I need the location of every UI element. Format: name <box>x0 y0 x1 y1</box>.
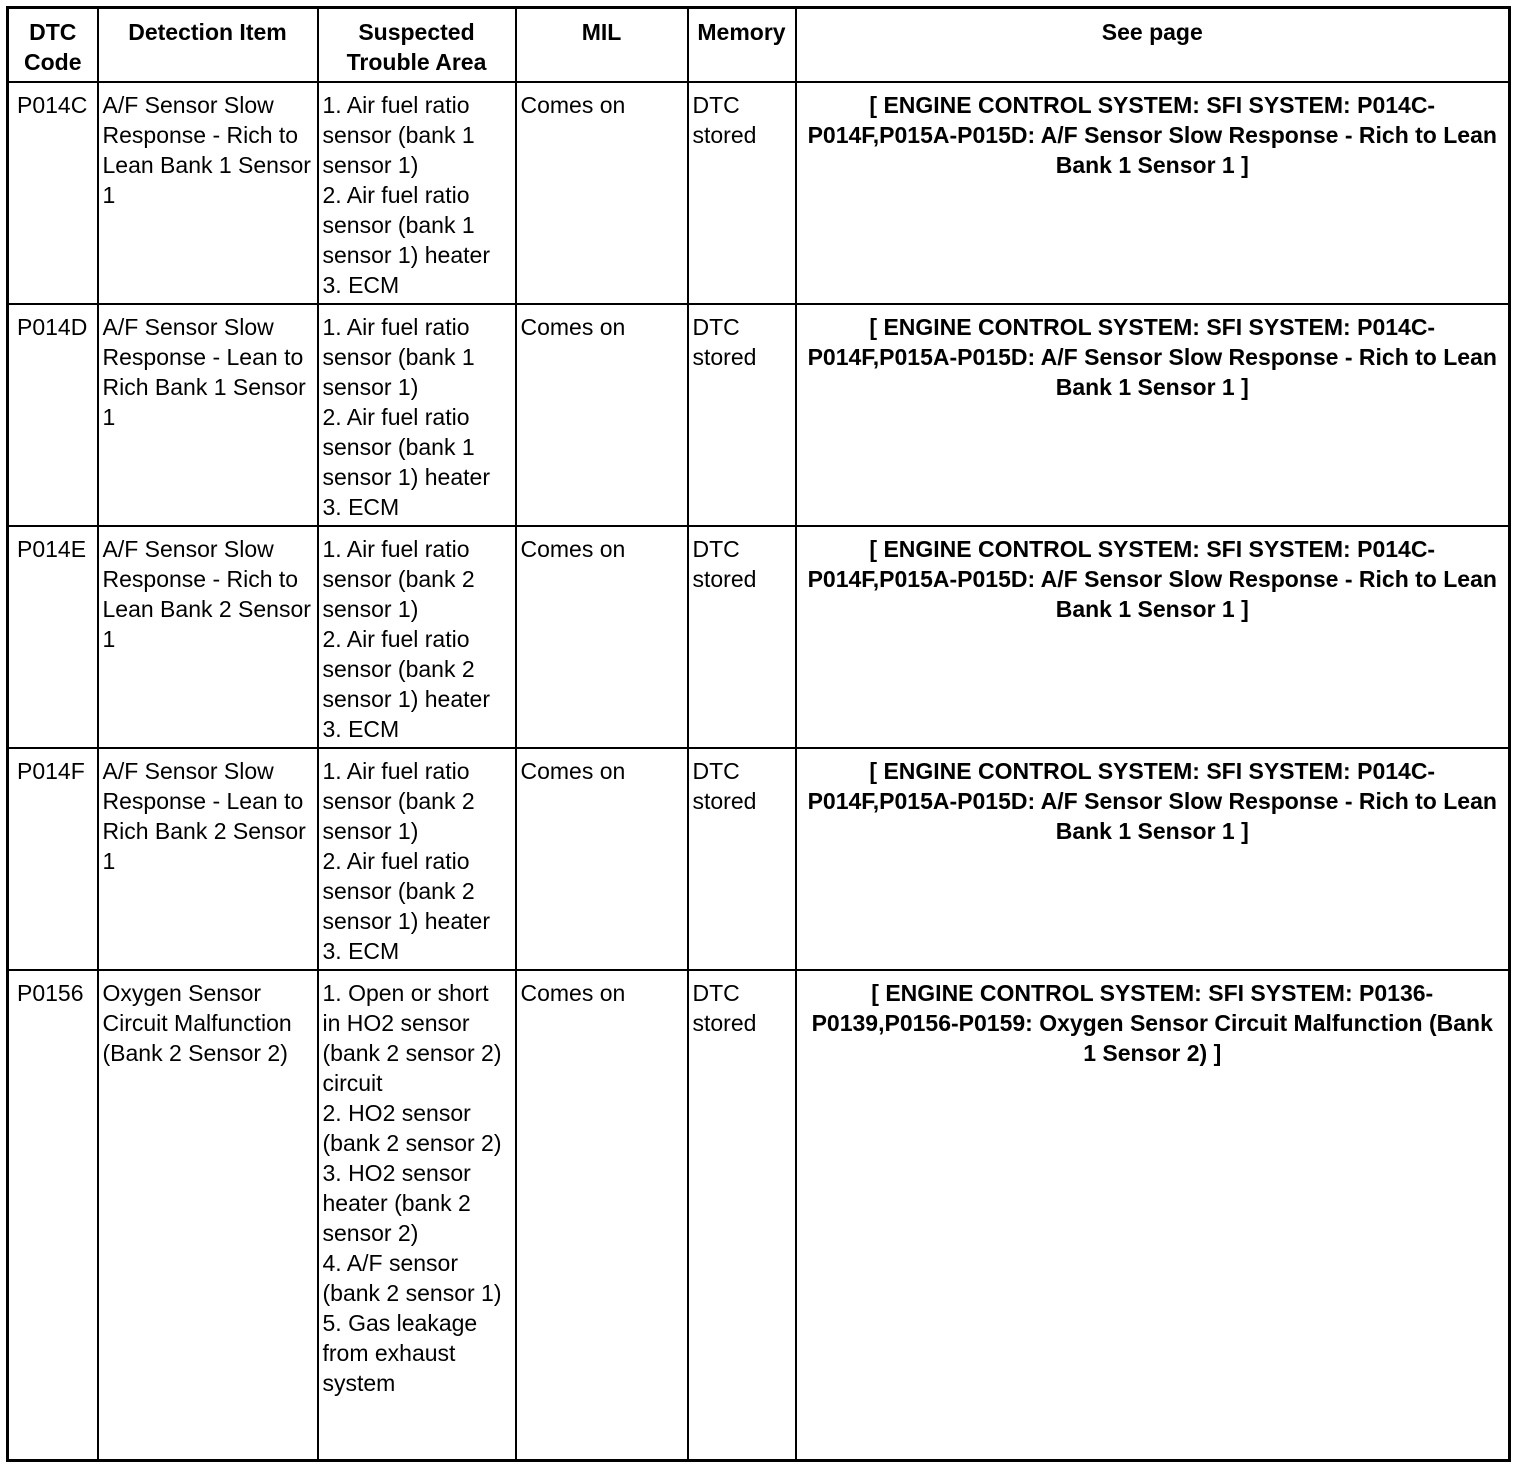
memory-cell: DTC stored <box>688 970 796 1460</box>
dtc-table <box>6 6 1511 1462</box>
mil-cell: Comes on <box>516 82 688 304</box>
mil-cell: Comes on <box>516 748 688 970</box>
detection-item-cell: A/F Sensor Slow Response - Rich to Lean Bank 1 Sensor 1 <box>98 82 318 304</box>
see-page-link[interactable]: [ ENGINE CONTROL SYSTEM: SFI SYSTEM: P014C-P014F,P015A-P015D: A/F Sensor Slow Response - Rich to Lean Bank 1 Sensor 1 ] <box>796 526 1510 748</box>
header-detection-item: Detection Item <box>98 8 318 83</box>
detection-item-cell: Oxygen Sensor Circuit Malfunction (Bank 2 Sensor 2) <box>98 970 318 1460</box>
memory-cell: DTC stored <box>688 748 796 970</box>
trouble-area-cell: 1. Air fuel ratio sensor (bank 1 sensor 1) 2. Air fuel ratio sensor (bank 1 sensor 1) heater 3. ECM <box>318 82 516 304</box>
table-row <box>8 748 1510 970</box>
table-row <box>8 970 1510 1460</box>
see-page-link[interactable]: [ ENGINE CONTROL SYSTEM: SFI SYSTEM: P0136-P0139,P0156-P0159: Oxygen Sensor Circuit Malfunction (Bank 1 Sensor 2) ] <box>796 970 1510 1460</box>
header-row <box>8 8 1510 83</box>
mil-cell: Comes on <box>516 970 688 1460</box>
header-see-page: See page <box>796 8 1510 83</box>
see-page-link[interactable]: [ ENGINE CONTROL SYSTEM: SFI SYSTEM: P014C-P014F,P015A-P015D: A/F Sensor Slow Response - Rich to Lean Bank 1 Sensor 1 ] <box>796 304 1510 526</box>
dtc-code-cell: P0156 <box>8 970 98 1460</box>
memory-cell: DTC stored <box>688 304 796 526</box>
header-mil: MIL <box>516 8 688 83</box>
trouble-area-cell: 1. Air fuel ratio sensor (bank 1 sensor 1) 2. Air fuel ratio sensor (bank 1 sensor 1) heater 3. ECM <box>318 304 516 526</box>
detection-item-cell: A/F Sensor Slow Response - Lean to Rich Bank 1 Sensor 1 <box>98 304 318 526</box>
header-dtc-code: DTC Code <box>8 8 98 83</box>
table-row <box>8 82 1510 304</box>
memory-cell: DTC stored <box>688 526 796 748</box>
trouble-area-cell: 1. Open or short in HO2 sensor (bank 2 sensor 2) circuit 2. HO2 sensor (bank 2 sensor 2) 3. HO2 sensor heater (bank 2 sensor 2) 4. A/F sensor (bank 2 sensor 1) 5. Gas leakage from exhaust system <box>318 970 516 1460</box>
detection-item-cell: A/F Sensor Slow Response - Rich to Lean Bank 2 Sensor 1 <box>98 526 318 748</box>
trouble-area-cell: 1. Air fuel ratio sensor (bank 2 sensor 1) 2. Air fuel ratio sensor (bank 2 sensor 1) heater 3. ECM <box>318 748 516 970</box>
dtc-code-cell: P014F <box>8 748 98 970</box>
trouble-area-cell: 1. Air fuel ratio sensor (bank 2 sensor 1) 2. Air fuel ratio sensor (bank 2 sensor 1) heater 3. ECM <box>318 526 516 748</box>
detection-item-cell: A/F Sensor Slow Response - Lean to Rich Bank 2 Sensor 1 <box>98 748 318 970</box>
table-row <box>8 526 1510 748</box>
see-page-link[interactable]: [ ENGINE CONTROL SYSTEM: SFI SYSTEM: P014C-P014F,P015A-P015D: A/F Sensor Slow Response - Rich to Lean Bank 1 Sensor 1 ] <box>796 748 1510 970</box>
mil-cell: Comes on <box>516 304 688 526</box>
dtc-code-cell: P014D <box>8 304 98 526</box>
dtc-code-cell: P014E <box>8 526 98 748</box>
header-memory: Memory <box>688 8 796 83</box>
memory-cell: DTC stored <box>688 82 796 304</box>
dtc-code-cell: P014C <box>8 82 98 304</box>
header-suspected-trouble-area: Suspected Trouble Area <box>318 8 516 83</box>
table-row <box>8 304 1510 526</box>
mil-cell: Comes on <box>516 526 688 748</box>
see-page-link[interactable]: [ ENGINE CONTROL SYSTEM: SFI SYSTEM: P014C-P014F,P015A-P015D: A/F Sensor Slow Response - Rich to Lean Bank 1 Sensor 1 ] <box>796 82 1510 304</box>
